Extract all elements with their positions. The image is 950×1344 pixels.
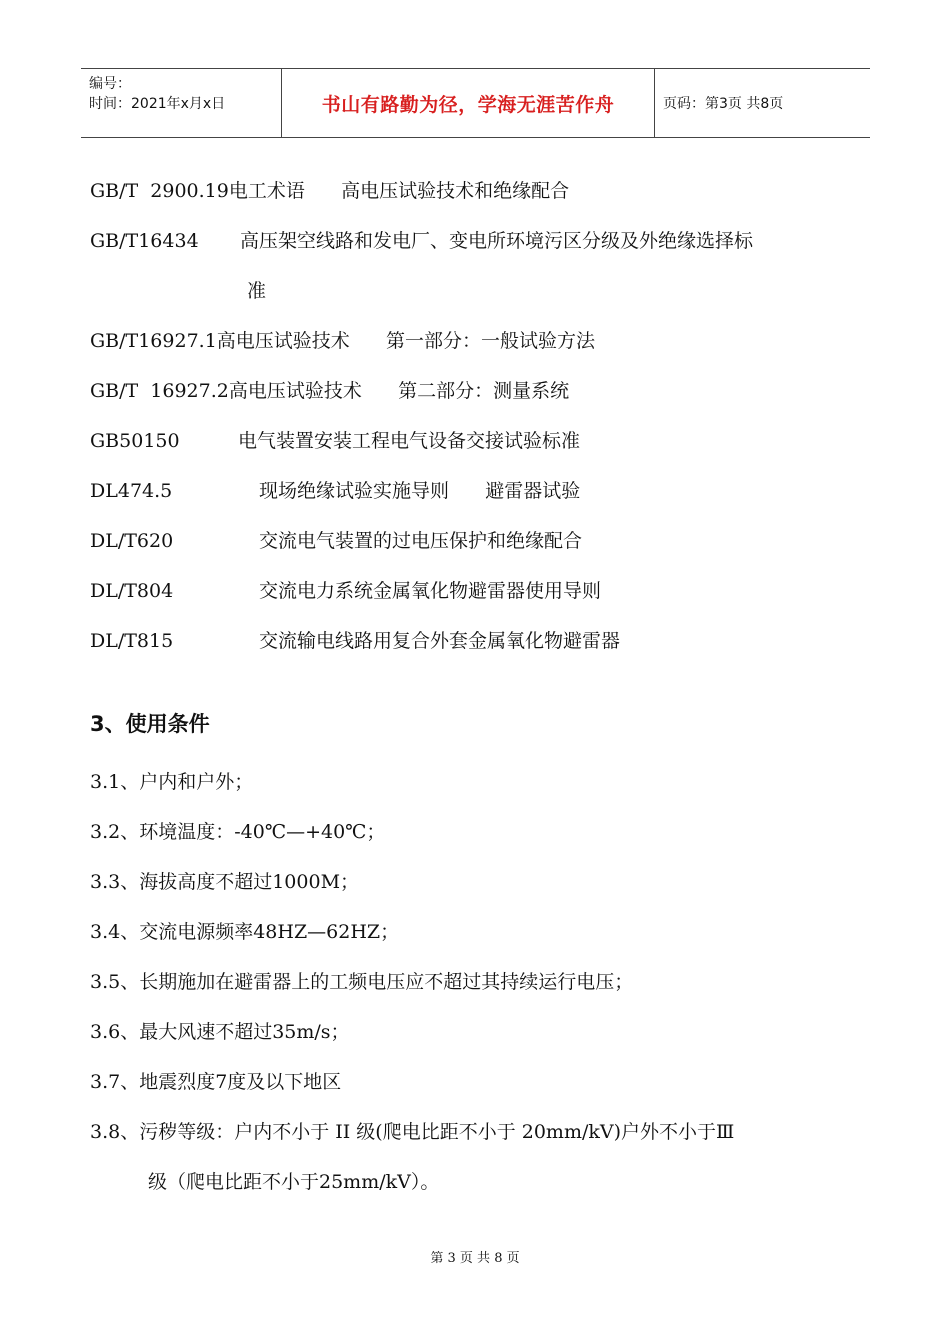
reference-item (90, 466, 870, 516)
reference-code: GB/T16927.1 (90, 330, 217, 352)
condition-continuation: 级（爬电比距不小于25mm/kV）。 (148, 1171, 440, 1193)
document-time-label: 时间：2021年x月x日 (89, 96, 226, 112)
section-title: 3、使用条件 (90, 712, 210, 736)
reference-title: 现场绝缘试验实施导则 避雷器试验 (259, 480, 581, 502)
reference-standards-list (90, 166, 870, 666)
condition-item: 3.7、地震烈度7度及以下地区 (90, 1071, 342, 1093)
reference-code: DL/T804 (90, 580, 174, 602)
reference-title: 交流电气装置的过电压保护和绝缘配合 (259, 530, 583, 552)
header-motto: 书山有路勤为径，学海无涯苦作舟 (282, 69, 655, 137)
reference-item (90, 166, 870, 216)
reference-code: GB/T16434 (90, 230, 199, 252)
condition-item: 3.5、长期施加在避雷器上的工频电压应不超过其持续运行电压； (90, 971, 634, 993)
reference-item (90, 616, 870, 666)
condition-item: 3.6、最大风速不超过35m/s； (90, 1021, 350, 1043)
condition-item: 3.2、环境温度：-40℃—+40℃； (90, 821, 386, 843)
reference-title: 高压架空线路和发电厂、变电所环境污区分级及外绝缘选择标 (240, 230, 754, 252)
reference-title: 高电压试验技术 第一部分：一般试验方法 (216, 330, 596, 352)
reference-item (90, 416, 870, 466)
reference-code: GB/T 16927.2 (90, 380, 229, 402)
reference-title-continuation: 准 (247, 280, 267, 302)
reference-item (90, 516, 870, 566)
reference-title: 交流电力系统金属氧化物避雷器使用导则 (259, 580, 602, 602)
page-footer: 第 3 页 共 8 页 (430, 1251, 520, 1266)
condition-item: 3.3、海拔高度不超过1000M； (90, 871, 360, 893)
page-header (81, 68, 870, 138)
reference-code: DL474.5 (90, 480, 173, 502)
reference-code: DL/T815 (90, 630, 174, 652)
reference-title: 电工术语 高电压试验技术和绝缘配合 (228, 180, 570, 202)
condition-item: 3.8、污秽等级：户内不小于 II 级(爬电比距不小于 20mm/kV)户外不小于Ⅲ (90, 1121, 735, 1143)
reference-title: 高电压试验技术 第二部分：测量系统 (228, 380, 570, 402)
header-meta (81, 69, 282, 137)
condition-item: 3.4、交流电源频率48HZ—62HZ； (90, 921, 400, 943)
reference-item (90, 566, 870, 616)
reference-code: GB/T 2900.19 (90, 180, 229, 202)
reference-title: 交流输电线路用复合外套金属氧化物避雷器 (259, 630, 621, 652)
conditions-list (90, 757, 870, 1207)
reference-item (90, 216, 870, 266)
reference-item (90, 366, 870, 416)
reference-title: 电气装置安装工程电气设备交接试验标准 (238, 430, 581, 452)
document-number-label: 编号： (89, 76, 131, 92)
reference-code: GB50150 (90, 430, 180, 452)
reference-item (90, 316, 870, 366)
condition-item: 3.1、户内和户外； (90, 771, 254, 793)
header-page-info: 页码：第3页 共8页 (663, 96, 784, 112)
reference-code: DL/T620 (90, 530, 174, 552)
